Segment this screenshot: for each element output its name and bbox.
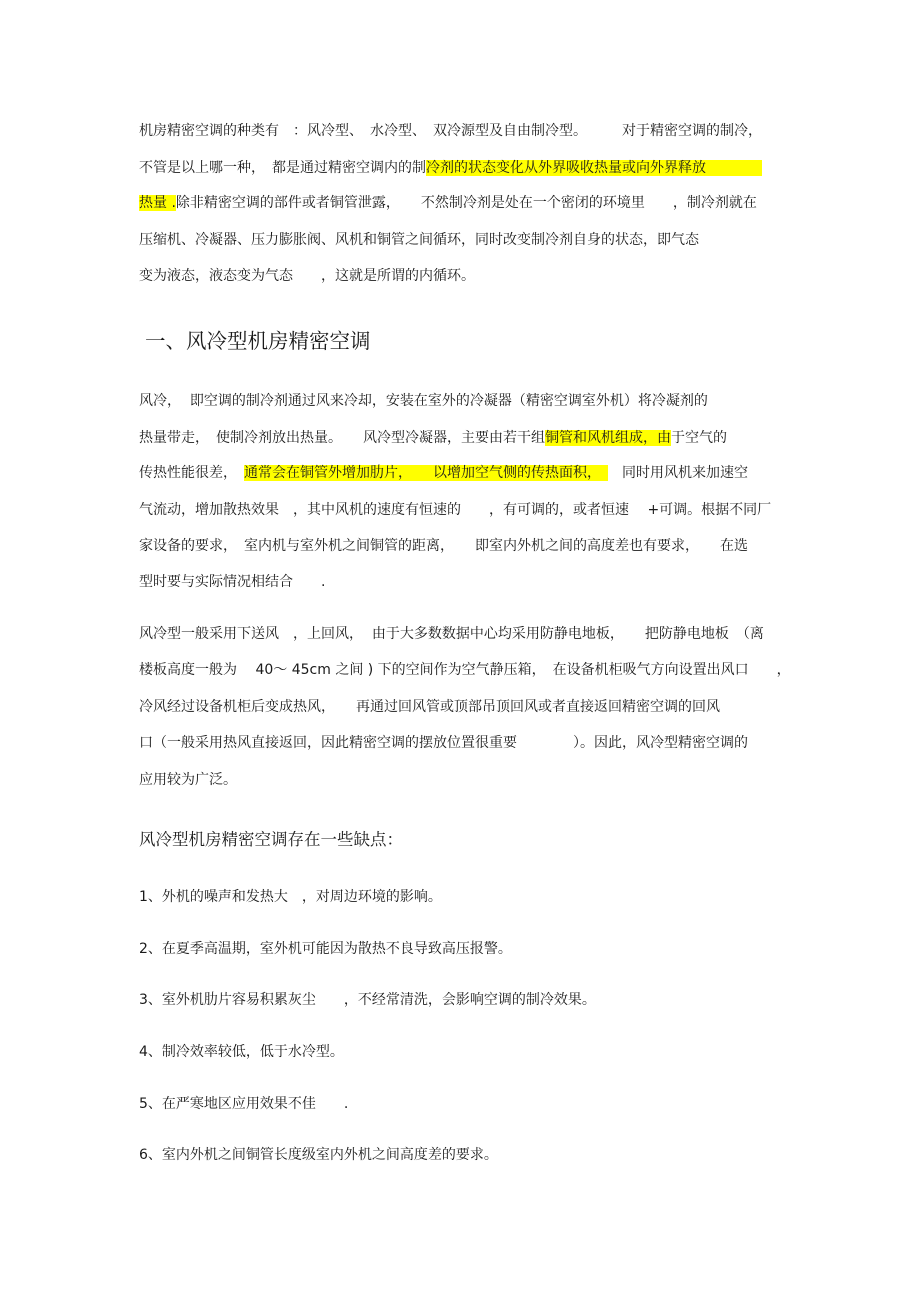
para1-line-2-text: 热量带走， 使制冷剂放出热量。 风冷型冷凝器，主要由若干组 xyxy=(139,430,545,446)
list-item: 1、外机的噪声和发热大 ，对周边环境的影响。 xyxy=(139,889,442,905)
section-1-heading: 一、风冷型机房精密空调 xyxy=(145,329,371,353)
intro-line-4: 压缩机、冷凝器、压力膨胀阀、风机和铜管之间循环，同时改变制冷剂自身的状态，即气态 xyxy=(139,232,699,248)
para2-line-1: 风冷型一般采用下送风 ，上回风， 由于大多数数据中心均采用防静电地板， 把防静电地板 （离 xyxy=(139,626,764,642)
para2-line-2: 楼板高度一般为 40～ 45cm 之间 ) 下的空间作为空气静压箱， 在设备机柜吸气方向设置出风口 ， xyxy=(139,662,791,678)
para1-line-5: 家设备的要求， 室内机与室外机之间铜管的距离， 即室内外机之间的高度差也有要求， 在选 xyxy=(139,538,748,554)
intro-line-1: 机房精密空调的种类有 ：风冷型、 水冷型、 双冷源型及自由制冷型。 对于精密空调的制冷， xyxy=(139,123,762,139)
list-item: 3、室外机肋片容易积累灰尘 ，不经常清洗，会影响空调的制冷效果。 xyxy=(139,992,596,1008)
para1-line-3-tail: 同时用风机来加速空 xyxy=(608,465,748,481)
intro-line-3 xyxy=(139,193,757,213)
para1-line-3-text: 传热性能很差， xyxy=(139,465,244,481)
para1-line-2-tail: 于空气的 xyxy=(671,430,727,446)
para1-line-2 xyxy=(139,428,727,448)
para1-line-3-highlight: 通常会在铜管外增加肋片， 以增加空气侧的传热面积， xyxy=(244,465,608,481)
intro-line-3-text: 除非精密空调的部件或者铜管泄露， 不然制冷剂是处在一个密闭的环境里 ，制冷剂就在 xyxy=(175,195,757,211)
para1-line-6: 型时要与实际情况相结合 . xyxy=(139,574,326,590)
list-item: 5、在严寒地区应用效果不佳 . xyxy=(139,1096,349,1112)
para2-line-4: 口（一般采用热风直接返回，因此精密空调的摆放位置很重要 ）。因此，风冷型精密空调的 xyxy=(139,735,748,751)
list-item: 2、在夏季高温期，室外机可能因为散热不良导致高压报警。 xyxy=(139,941,512,957)
intro-line-5: 变为液态，液态变为气态 ，这就是所谓的内循环。 xyxy=(139,268,475,284)
para1-line-4: 气流动，增加散热效果 ，其中风机的速度有恒速的 ，有可调的，或者恒速 +可调。根据不同厂 xyxy=(139,502,772,518)
intro-line-2 xyxy=(139,158,762,178)
para2-line-3: 冷风经过设备机柜后变成热风， 再通过回风管或顶部吊顶回风或者直接返回精密空调的回风 xyxy=(139,699,720,715)
intro-line-2-text: 不管是以上哪一种， 都是通过精密空调内的制 xyxy=(139,160,426,176)
disadvantages-heading: 风冷型机房精密空调存在一些缺点： xyxy=(139,830,403,849)
para1-line-1: 风冷， 即空调的制冷剂通过风来冷却，安装在室外的冷凝器（精密空调室外机）将冷凝剂的 xyxy=(139,393,708,409)
list-item: 4、制冷效率较低，低于水冷型。 xyxy=(139,1044,344,1060)
para1-line-3 xyxy=(139,463,748,483)
para1-line-2-highlight: 铜管和风机组成，由 xyxy=(545,430,671,446)
para2-line-5: 应用较为广泛。 xyxy=(139,772,237,788)
intro-line-3-highlight: 热量 . xyxy=(139,195,176,211)
list-item: 6、室内外机之间铜管长度级室内外机之间高度差的要求。 xyxy=(139,1147,498,1163)
intro-line-2-highlight: 冷剂的状态变化从外界吸收热量或向外界释放 xyxy=(426,160,762,176)
